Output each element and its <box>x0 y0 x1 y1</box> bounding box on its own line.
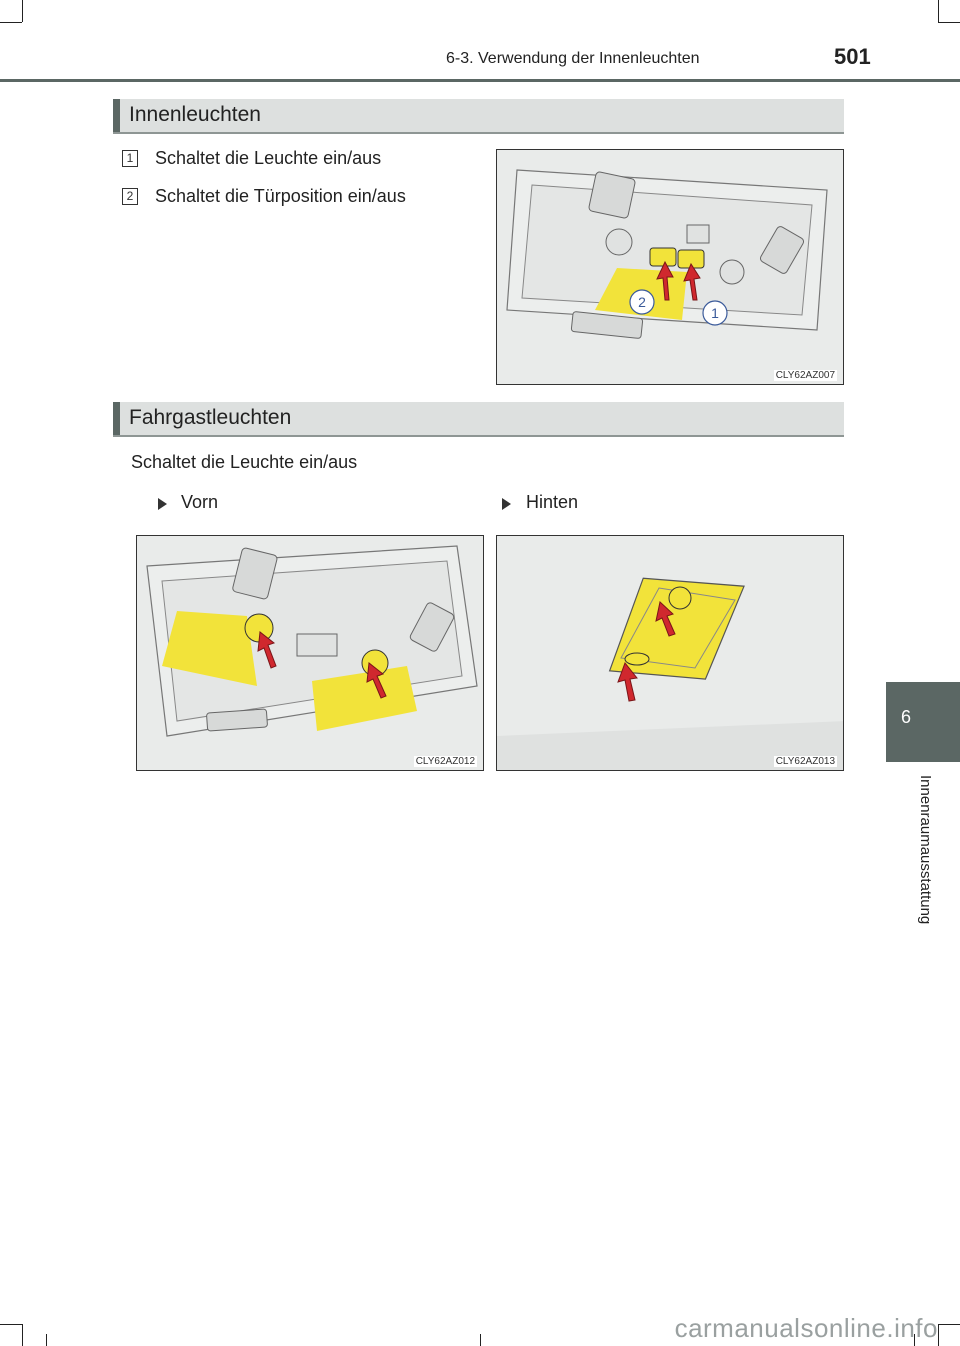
section-title: Fahrgastleuchten <box>129 406 292 429</box>
figure-front-passenger-lights <box>136 535 484 771</box>
label-front: Vorn <box>181 492 219 512</box>
crop-mark <box>938 1324 960 1325</box>
section-header-fahrgastleuchten <box>113 402 844 437</box>
item-text: Schaltet die Leuchte ein/aus <box>155 148 382 168</box>
crop-mark <box>22 1324 23 1346</box>
crop-mark <box>938 1324 939 1346</box>
item-number-badge: 1 <box>122 150 138 167</box>
body-text: Schaltet die Leuchte ein/aus <box>131 452 358 472</box>
section-header-bar <box>113 402 120 435</box>
callout-1: 1 <box>711 305 719 321</box>
section-header-bar <box>113 99 120 132</box>
section-title: Innenleuchten <box>129 103 261 126</box>
overhead-console-illustration <box>497 150 844 385</box>
crop-mark <box>480 1334 481 1346</box>
front-console-illustration <box>137 536 484 771</box>
item-text: Schaltet die Türposition ein/aus <box>155 186 406 206</box>
crop-mark <box>938 22 960 23</box>
chapter-number: 6 <box>900 707 911 727</box>
header-rule <box>0 79 960 82</box>
triangle-bullet-icon <box>158 498 167 510</box>
crop-mark <box>0 1324 22 1325</box>
crop-mark <box>938 0 939 22</box>
running-header: 6-3. Verwendung der Innenleuchten <box>446 50 700 67</box>
crop-mark <box>22 0 23 22</box>
triangle-bullet-icon <box>502 498 511 510</box>
crop-mark <box>46 1334 47 1346</box>
rear-light-illustration <box>497 536 844 771</box>
page-number: 501 <box>834 44 871 69</box>
figure-rear-passenger-light <box>496 535 844 771</box>
figure-code: CLY62AZ013 <box>775 756 835 767</box>
crop-mark <box>0 22 22 23</box>
chapter-label: Innenraumausstattung <box>917 775 934 925</box>
section-header-innenleuchten <box>113 99 844 134</box>
callout-2: 2 <box>638 294 646 310</box>
label-rear: Hinten <box>526 492 579 512</box>
figure-interior-light <box>496 149 844 385</box>
figure-code: CLY62AZ012 <box>415 756 475 767</box>
figure-code: CLY62AZ007 <box>775 370 835 381</box>
watermark: carmanualsonline.info <box>674 1313 938 1343</box>
item-number-badge: 2 <box>122 188 138 205</box>
